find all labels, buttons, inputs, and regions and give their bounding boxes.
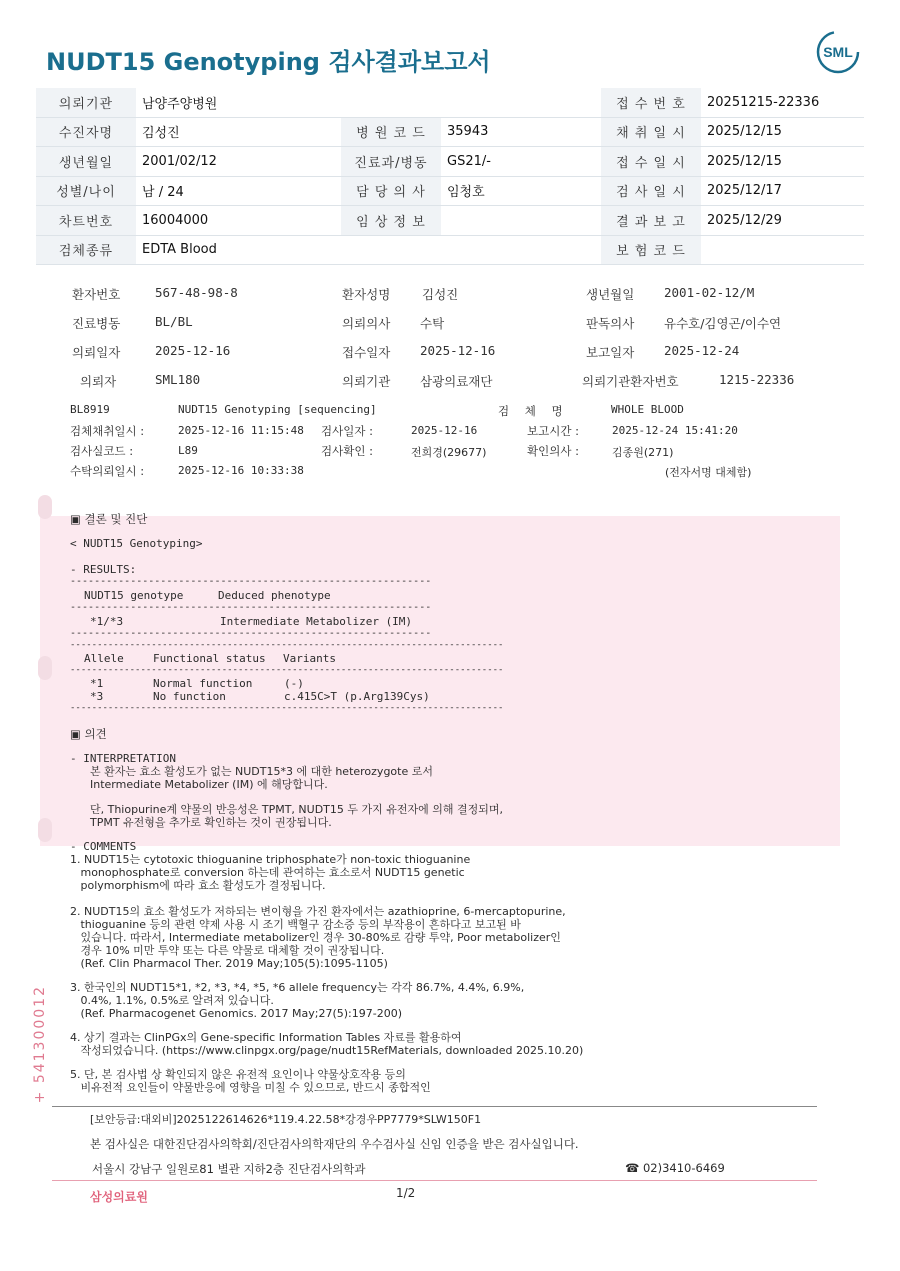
info-row — [36, 235, 864, 265]
comment-line: 경우 10% 미만 투약 또는 다른 약물로 대체할 것이 권장됩니다. — [70, 944, 385, 957]
inst-pt-label: 의뢰기관환자번호 — [582, 374, 679, 389]
interp-line: Intermediate Metabolizer (IM) 에 해당합니다. — [90, 778, 328, 791]
divider: ------------------------------------------------------------ — [70, 576, 432, 587]
info-row — [36, 88, 864, 117]
address-line: 서울시 강남구 일원로81 별관 지하2층 진단검사의학과 — [92, 1162, 366, 1176]
patient-no: 567-48-98-8 — [155, 285, 238, 300]
recv-date-label: 접수일자 — [342, 345, 391, 360]
footer-divider — [52, 1106, 817, 1107]
comment-line: monophosphate로 conversion 하는데 관여하는 효소로서 NUDT15 genetic — [70, 866, 465, 879]
allele-1-status: Normal function — [153, 677, 253, 690]
info-label: 보 험 코 드 — [601, 235, 701, 265]
reader-label: 판독의사 — [586, 316, 635, 331]
info-label: 접 수 번 호 — [601, 88, 701, 117]
specimen-label: 검 체 명 — [498, 404, 569, 418]
info-label: 수진자명 — [36, 117, 136, 147]
security-line: [보안등급:대외비]2025122614626*119.4.22.58*강경우PP7779*SLW150F1 — [90, 1113, 482, 1126]
punch-hole — [38, 656, 52, 680]
hospital-name: 삼성의료원 — [90, 1190, 148, 1204]
info-value: GS21/- — [441, 147, 601, 177]
info-value: 2025/12/15 — [701, 147, 864, 177]
comment-line: 1. NUDT15는 cytotoxic thioguanine triphosphate가 non-toxic thioguanine — [70, 853, 471, 866]
comment-line: 5. 단, 본 검사법 상 확인되지 않은 유전적 요인이나 약물상호작용 등의 — [70, 1068, 406, 1081]
consign-label: 수탁의뢰일시 : — [70, 464, 145, 478]
recv-date: 2025-12-16 — [420, 343, 496, 358]
info-label: 검체종류 — [36, 235, 136, 265]
interp-label: - INTERPRETATION — [70, 752, 176, 765]
info-label: 성별/나이 — [36, 176, 136, 206]
comment-line: 0.4%, 1.1%, 0.5%로 알려져 있습니다. — [70, 994, 274, 1007]
cert-line: 본 검사실은 대한진단검사의학회/진단검사의학재단의 우수검사실 신임 인증을 받은 검사실입니다. — [90, 1137, 579, 1151]
ward-label: 진료병동 — [72, 316, 121, 331]
info-value: 김성진 — [136, 117, 341, 147]
req-doc-label: 의뢰의사 — [342, 316, 391, 331]
footer-divider — [52, 1180, 817, 1181]
comments-label: - COMMENTS — [70, 840, 137, 853]
info-value: EDTA Blood — [136, 235, 341, 265]
info-label: 의뢰기관 — [36, 88, 136, 117]
phenotype-value: Intermediate Metabolizer (IM) — [220, 615, 413, 628]
confirm: 전희경(29677) — [411, 446, 487, 459]
comment-line: 4. 상기 결과는 ClinPGx의 Gene-specific Information Tables 자료를 활용하여 — [70, 1031, 462, 1044]
test-code: BL8919 — [70, 403, 110, 416]
comment-line: 3. 한국인의 NUDT15*1, *2, *3, *4, *5, *6 allele frequency는 각각 86.7%, 4.4%, 6.9%, — [70, 981, 525, 994]
info-label: 차트번호 — [36, 206, 136, 236]
report-time-label: 보고시간 : — [527, 424, 579, 438]
req-inst: 삼광의료재단 — [420, 374, 493, 389]
info-label: 담 당 의 사 — [341, 176, 441, 206]
info-row — [36, 117, 864, 147]
sml-logo — [816, 30, 860, 74]
conclusion-heading: ▣ 결론 및 진단 — [70, 512, 148, 526]
req-inst-label: 의뢰기관 — [342, 374, 391, 389]
comment-line: 있습니다. 따라서, Intermediate metabolizer인 경우 30-80%로 감량 투약, Poor metabolizer인 — [70, 931, 561, 944]
info-value: 임청호 — [441, 176, 601, 206]
allele-3-variant: c.415C>T (p.Arg139Cys) — [284, 690, 430, 703]
info-label: 결 과 보 고 — [601, 206, 701, 236]
col-variants: Variants — [283, 652, 336, 665]
divider: -------------------------------------------------------------------------------- — [70, 665, 504, 675]
info-value: 남 / 24 — [136, 176, 341, 206]
allele-3-status: No function — [153, 690, 226, 703]
info-label: 채 취 일 시 — [601, 117, 701, 147]
interp-line: TPMT 유전형을 추가로 확인하는 것이 권장됩니다. — [90, 816, 332, 829]
page-number: 1/2 — [396, 1186, 416, 1200]
phone-line: ☎ 02)3410-6469 — [625, 1161, 725, 1175]
info-value: 2025/12/17 — [701, 176, 864, 206]
conclusion-subtitle: < NUDT15 Genotyping> — [70, 537, 203, 550]
info-value: 2025/12/29 — [701, 206, 864, 236]
report-date: 2025-12-24 — [664, 343, 740, 358]
comment-line: (Ref. Clin Pharmacol Ther. 2019 May;105(5):1095-1105) — [70, 957, 388, 970]
requester: SML180 — [155, 372, 201, 387]
punch-hole — [38, 818, 52, 842]
results-label: - RESULTS: — [70, 563, 137, 576]
comment-line: 작성되었습니다. (https://www.clinpgx.org/page/nudt15RefMaterials, downloaded 2025.10.20) — [70, 1044, 584, 1057]
comment-line: (Ref. Pharmacogenet Genomics. 2017 May;27(5):197-200) — [70, 1007, 402, 1020]
requester-label: 의뢰자 — [80, 374, 117, 389]
inst-pt: 1215-22336 — [719, 372, 795, 387]
col-status: Functional status — [153, 652, 266, 665]
allele-3: *3 — [90, 690, 104, 703]
confirm-label: 검사확인 : — [321, 444, 373, 458]
comment-line: 2. NUDT15의 효소 활성도가 저하되는 변이형을 가진 환자에서는 azathioprine, 6-mercaptopurine, — [70, 905, 566, 918]
info-row — [36, 176, 864, 206]
col-phenotype: Deduced phenotype — [218, 589, 331, 602]
info-value: 35943 — [441, 117, 601, 147]
comment-line: polymorphism에 따라 효소 활성도가 결정됩니다. — [70, 879, 326, 892]
info-value: 남양주양병원 — [136, 88, 341, 117]
interp-line: 단, Thiopurine계 약물의 반응성은 TPMT, NUDT15 두 가지 유전자에 의해 결정되며, — [90, 803, 504, 816]
divider: ------------------------------------------------------------ — [70, 602, 432, 613]
info-label: 진료과/병동 — [341, 147, 441, 177]
test-date-label: 검사일자 : — [321, 424, 373, 438]
confirm-doc: 김종원(271) — [612, 446, 674, 459]
report-time: 2025-12-24 15:41:20 — [612, 424, 738, 437]
info-label: 병 원 코 드 — [341, 117, 441, 147]
info-value: 16004000 — [136, 206, 341, 236]
info-label: 생년월일 — [36, 147, 136, 177]
interp-line: 본 환자는 효소 활성도가 없는 NUDT15*3 에 대한 heterozygote 로서 — [90, 765, 433, 778]
logo-text: SML — [823, 44, 853, 60]
dob-label: 생년월일 — [586, 287, 635, 302]
collect-label: 검체채취일시 : — [70, 424, 145, 438]
specimen: WHOLE BLOOD — [611, 403, 684, 416]
comment-line: thioguanine 등의 관련 약제 사용 시 조기 백혈구 감소증 등의 부작용이 흔하다고 보고된 바 — [70, 918, 521, 931]
esign-note: (전자서명 대체함) — [665, 466, 752, 479]
info-label: 접 수 일 시 — [601, 147, 701, 177]
test-name: NUDT15 Genotyping [sequencing] — [178, 403, 377, 416]
req-date: 2025-12-16 — [155, 343, 231, 358]
info-row — [36, 147, 864, 177]
opinion-heading: ▣ 의견 — [70, 727, 107, 741]
punch-hole — [38, 495, 52, 519]
req-doc: 수탁 — [420, 316, 445, 331]
consign: 2025-12-16 10:33:38 — [178, 464, 304, 477]
lab-code-label: 검사실코드 : — [70, 444, 134, 458]
patient-name-label: 환자성명 — [342, 287, 391, 302]
info-value — [701, 235, 864, 265]
info-label: 검 사 일 시 — [601, 176, 701, 206]
col-allele: Allele — [84, 652, 124, 665]
test-date: 2025-12-16 — [411, 424, 478, 437]
divider: -------------------------------------------------------------------------------- — [70, 640, 504, 650]
divider: -------------------------------------------------------------------------------- — [70, 703, 504, 713]
collect: 2025-12-16 11:15:48 — [178, 424, 304, 437]
info-value: 2001/02/12 — [136, 147, 341, 177]
col-genotype: NUDT15 genotype — [84, 589, 184, 602]
info-value — [441, 206, 601, 236]
report-date-label: 보고일자 — [586, 345, 635, 360]
info-value: 2025/12/15 — [701, 117, 864, 147]
comment-line: 비유전적 요인들이 약물반응에 영향을 미칠 수 있으므로, 반드시 종합적인 — [70, 1081, 431, 1094]
allele-1: *1 — [90, 677, 104, 690]
divider: ------------------------------------------------------------ — [70, 628, 432, 639]
report-title: NUDT15 Genotyping 검사결과보고서 — [46, 48, 491, 76]
patient-name: 김성진 — [422, 287, 459, 302]
side-serial-number: + 541300012 — [32, 985, 48, 1104]
patient-info-table — [36, 88, 864, 265]
genotype-value: *1/*3 — [90, 615, 124, 628]
dob: 2001-02-12/M — [664, 285, 755, 300]
reader: 유수호/김영곤/이수연 — [664, 316, 782, 331]
info-row — [36, 206, 864, 236]
patient-no-label: 환자번호 — [72, 287, 121, 302]
ward: BL/BL — [155, 314, 193, 329]
info-label: 임 상 정 보 — [341, 206, 441, 236]
allele-1-variant: (-) — [284, 677, 304, 690]
lab-code: L89 — [178, 444, 198, 457]
info-value: 20251215-22336 — [701, 88, 864, 117]
req-date-label: 의뢰일자 — [72, 345, 121, 360]
confirm-doc-label: 확인의사 : — [527, 444, 579, 458]
